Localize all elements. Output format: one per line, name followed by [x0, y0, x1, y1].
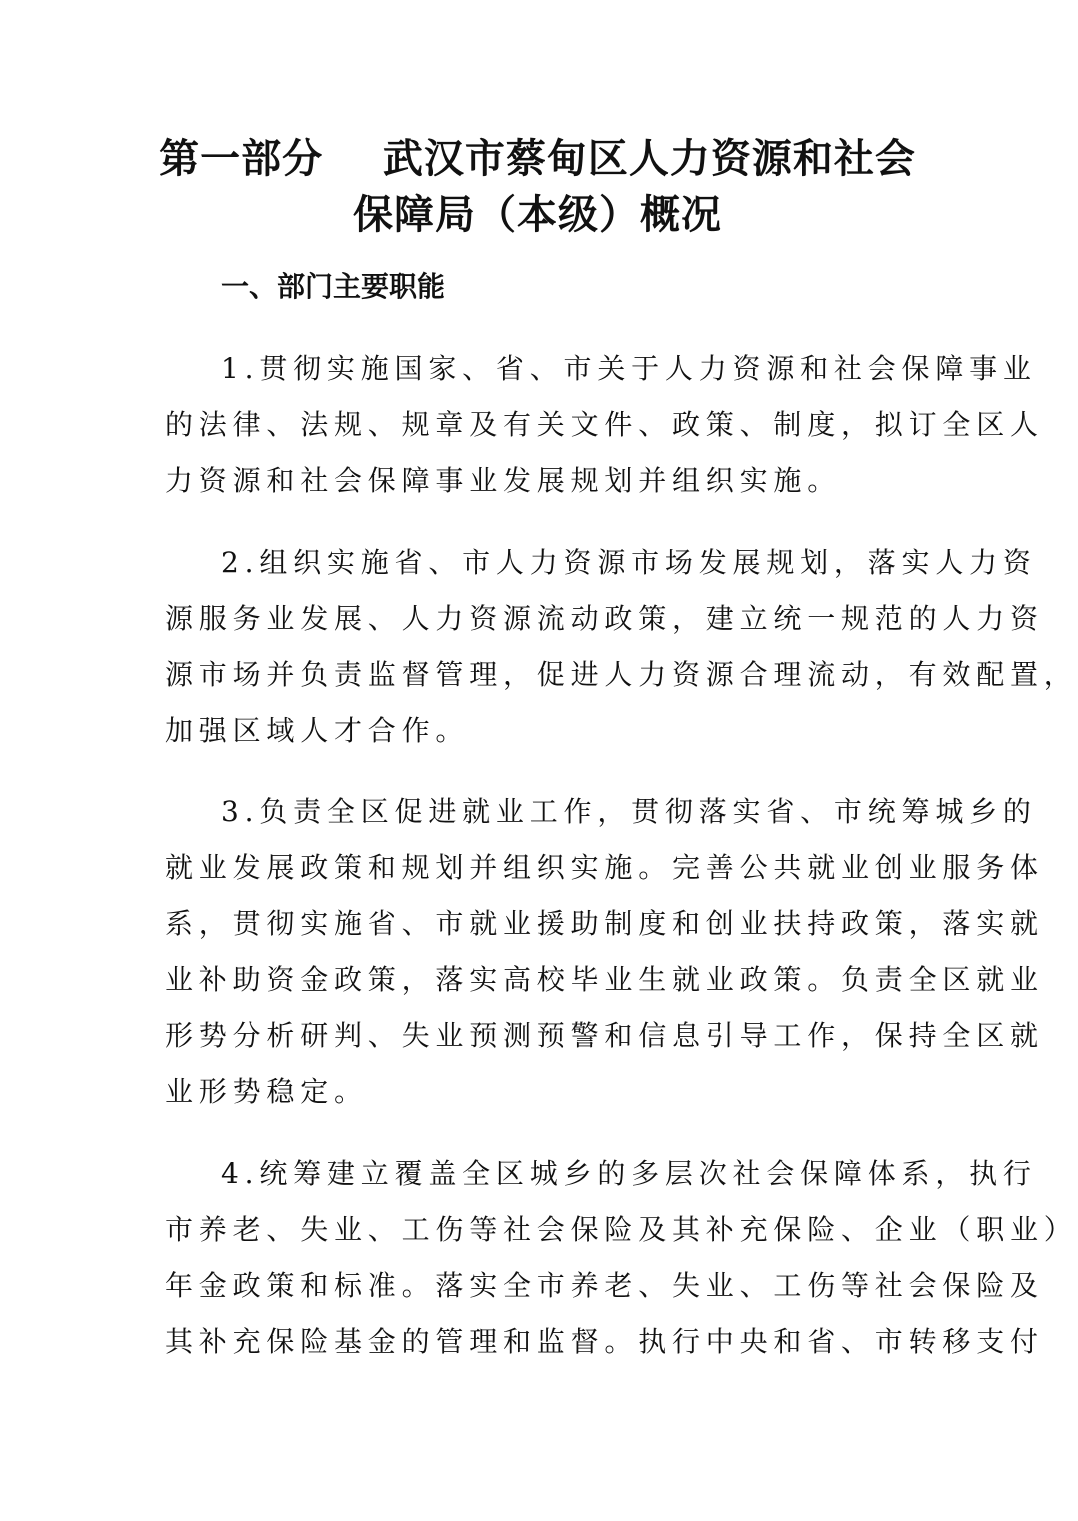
paragraph-line: 市养老、失业、工伤等社会保险及其补充保险、企业（职业） [165, 1213, 1078, 1246]
paragraph-4 [165, 1146, 1078, 1370]
section-heading: 一、部门主要职能 [221, 270, 446, 303]
paragraph-1 [165, 341, 1044, 509]
paragraph-line: 源服务业发展、人力资源流动政策，建立统一规范的人力资 [165, 602, 1044, 635]
paragraph-line: 3.负责全区促进就业工作，贯彻落实省、市统筹城乡的 [221, 795, 1037, 828]
paragraph-line: 加强区域人才合作。 [165, 714, 470, 747]
paragraph-line: 业形势稳定。 [165, 1075, 368, 1108]
paragraph-line: 就业发展政策和规划并组织实施。完善公共就业创业服务体 [165, 851, 1044, 884]
paragraph-line: 系，贯彻实施省、市就业援助制度和创业扶持政策，落实就 [165, 907, 1044, 940]
paragraph-3 [165, 784, 1044, 1120]
paragraph-2 [165, 535, 1078, 759]
page-title-line-2: 保障局（本级）概况 [353, 192, 722, 238]
paragraph-line: 业补助资金政策，落实高校毕业生就业政策。负责全区就业 [165, 963, 1044, 996]
paragraph-line: 力资源和社会保障事业发展规划并组织实施。 [165, 464, 842, 497]
paragraph-line: 源市场并负责监督管理，促进人力资源合理流动，有效配置， [165, 658, 1078, 691]
paragraph-line: 其补充保险基金的管理和监督。执行中央和省、市转移支付 [165, 1325, 1044, 1358]
page-title-line-1: 第一部分 武汉市蔡甸区人力资源和社会 [159, 136, 916, 182]
paragraph-line: 年金政策和标准。落实全市养老、失业、工伤等社会保险及 [165, 1269, 1044, 1302]
paragraph-line: 的法律、法规、规章及有关文件、政策、制度，拟订全区人 [165, 408, 1044, 441]
paragraph-line: 4.统筹建立覆盖全区城乡的多层次社会保障体系，执行 [221, 1157, 1037, 1190]
paragraph-line: 1.贯彻实施国家、省、市关于人力资源和社会保障事业 [221, 352, 1037, 385]
paragraph-line: 形势分析研判、失业预测预警和信息引导工作，保持全区就 [165, 1019, 1044, 1052]
paragraph-line: 2.组织实施省、市人力资源市场发展规划，落实人力资 [221, 546, 1037, 579]
